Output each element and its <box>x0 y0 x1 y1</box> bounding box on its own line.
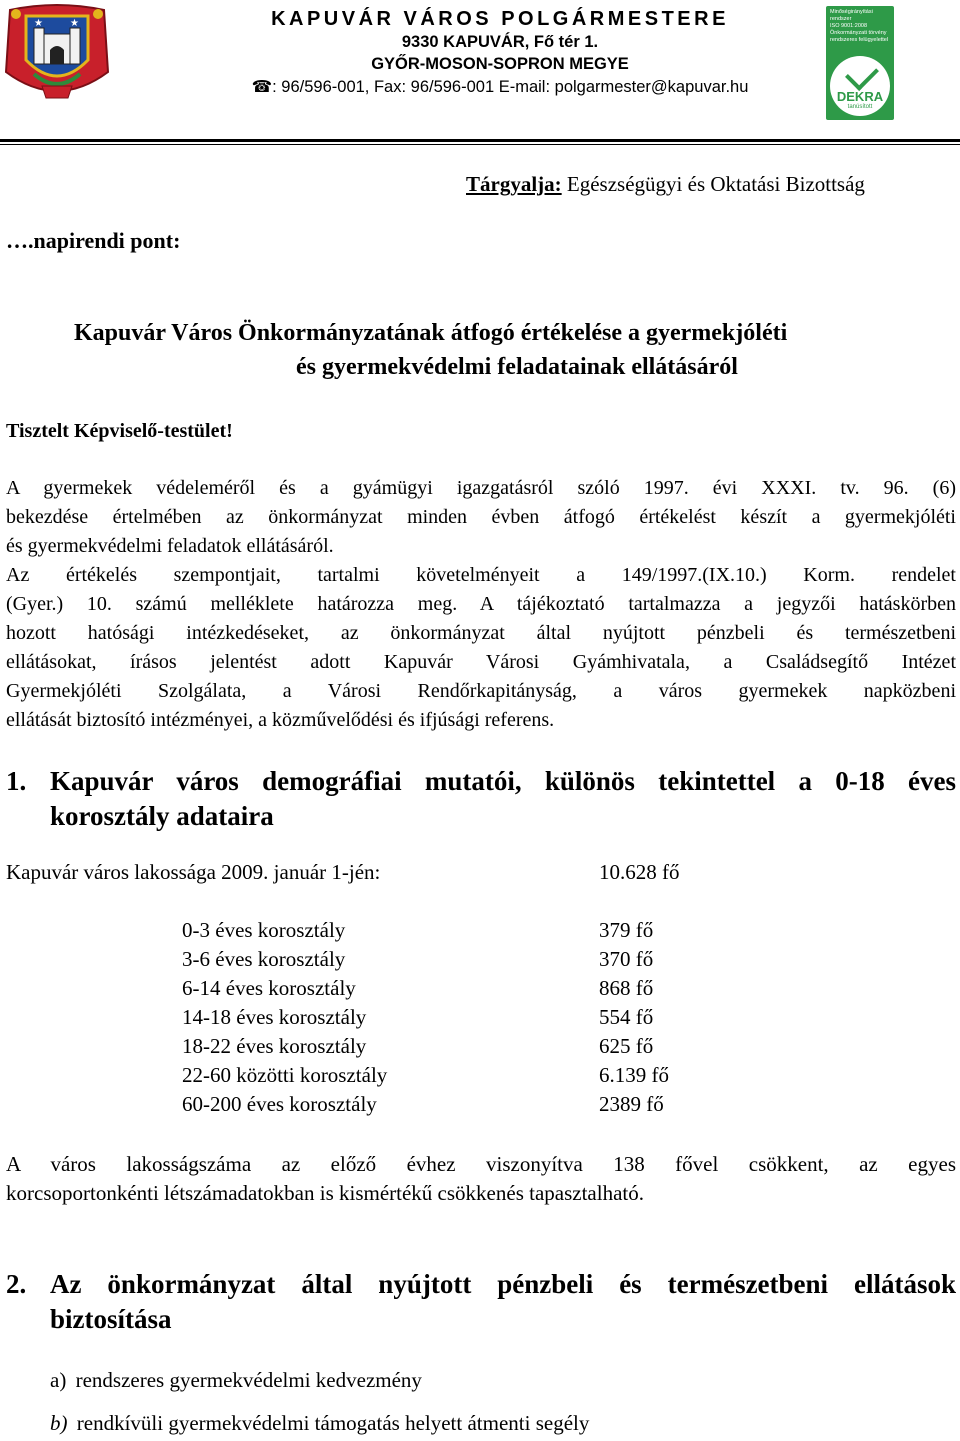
intro-line: hozott hatósági intézkedéseket, az önkormányzat által nyújtott pénzbeli és természetbeni <box>6 622 956 644</box>
header-contact <box>160 77 840 97</box>
age-group-value: 6.139 fő <box>599 1063 669 1087</box>
section-2-heading-line-1: Az önkormányzat által nyújtott pénzbeli és természetbeni ellátások <box>50 1269 956 1299</box>
section-1-heading-line-2: korosztály adataira <box>50 801 274 831</box>
section-2-item <box>50 1411 589 1436</box>
section-2-number: 2. <box>6 1269 27 1299</box>
intro-line: ellátásokat, írásos jelentést adott Kapuvár Városi Gyámhivatala, a Családsegítő Intézet <box>6 651 956 673</box>
age-group-label: 22-60 közötti korosztály <box>182 1063 388 1087</box>
document-title-line-2: és gyermekvédelmi feladatainak ellátásáról <box>296 354 738 380</box>
certification-badge <box>826 6 894 120</box>
item-text: rendszeres gyermekvédelmi kedvezmény <box>75 1368 422 1392</box>
header-contact-text: : 96/596-001, Fax: 96/596-001 E-mail: polgarmester@kapuvar.hu <box>272 78 749 96</box>
section-2-heading <box>50 1267 956 1337</box>
targyalja-line <box>466 172 865 197</box>
age-group-label: 14-18 éves korosztály <box>182 1005 367 1029</box>
document-title <box>0 316 960 384</box>
age-group-value: 625 fő <box>599 1034 654 1058</box>
cert-line-5: rendszeres felügyelettel <box>830 37 889 43</box>
header-divider-thin <box>0 144 960 145</box>
cert-line-2: rendszer <box>830 16 852 22</box>
age-group-label: 6-14 éves korosztály <box>182 976 356 1000</box>
intro-line: (Gyer.) 10. számú melléklete határozza meg. A tájékoztató tartalmazza a jegyzői hatáskörben <box>6 593 956 615</box>
decline-line: A város lakosságszáma az előző évhez viszonyítva 138 fővel csökkent, az egyes <box>6 1152 956 1176</box>
cert-line-3: ISO 9001:2008 <box>830 23 868 29</box>
age-group-value: 370 fő <box>599 947 654 971</box>
header-divider <box>0 139 960 142</box>
header-county: GYŐR-MOSON-SOPRON MEGYE <box>371 55 629 73</box>
salutation: Tisztelt Képviselő-testület! <box>6 420 233 442</box>
napirend-label: ….napirendi pont: <box>6 228 181 253</box>
age-group-label: 60-200 éves korosztály <box>182 1092 377 1116</box>
cert-brand: DEKRA <box>836 89 884 104</box>
item-marker: a) <box>50 1368 67 1392</box>
age-group-value: 2389 fő <box>599 1092 664 1116</box>
section-2-item <box>50 1368 422 1393</box>
decline-line: korcsoportonkénti létszámadatokban is kismértékű csökkenés tapasztalható. <box>6 1181 644 1205</box>
document-title-line-1: Kapuvár Város Önkormányzatának átfogó értékelése a gyermekjóléti <box>74 320 788 346</box>
decline-paragraph <box>6 1150 956 1208</box>
intro-paragraph <box>6 474 956 735</box>
targyalja-label: Tárgyalja: <box>466 172 562 196</box>
check-mark-icon <box>845 57 879 91</box>
svg-text:★: ★ <box>70 18 79 29</box>
intro-line: bekezdése értelmében az önkormányzat minden évben átfogó értékelést készít a gyermekjóléti <box>6 506 956 528</box>
cert-footer: tanúsított <box>847 104 873 110</box>
age-group-value: 379 fő <box>599 918 654 942</box>
age-group-value: 868 fő <box>599 976 654 1000</box>
header-title: KAPUVÁR VÁROS POLGÁRMESTERE <box>271 8 729 30</box>
age-group-label: 0-3 éves korosztály <box>182 918 346 942</box>
item-marker: b) <box>50 1411 68 1435</box>
city-crest <box>4 2 110 106</box>
intro-line: Az értékelés szempontjait, tartalmi követelményeit a 149/1997.(IX.10.) Korm. rendelet <box>6 564 956 586</box>
section-1-number: 1. <box>6 766 27 796</box>
intro-line: és gyermekvédelmi feladatok ellátásáról. <box>6 535 334 557</box>
intro-line: A gyermekek védeleméről és a gyámügyi igazgatásról szóló 1997. évi XXXI. tv. 96. (6) <box>6 477 956 499</box>
population-value: 10.628 fő <box>599 860 680 884</box>
age-group-label: 3-6 éves korosztály <box>182 947 346 971</box>
header-address: 9330 KAPUVÁR, Fő tér 1. <box>401 33 599 51</box>
svg-text:★: ★ <box>34 18 43 29</box>
population-label: Kapuvár város lakossága 2009. január 1-jén: <box>6 860 381 884</box>
age-group-label: 18-22 éves korosztály <box>182 1034 367 1058</box>
age-group-list <box>0 918 960 1128</box>
section-2-heading-line-2: biztosítása <box>50 1304 172 1334</box>
targyalja-value: Egészségügyi és Oktatási Bizottság <box>561 172 865 196</box>
cert-line-4: Önkormányzati törvény <box>830 30 887 36</box>
section-1-heading <box>50 764 956 834</box>
age-group-value: 554 fő <box>599 1005 654 1029</box>
item-text: rendkívüli gyermekvédelmi támogatás helyett átmenti segély <box>76 1411 590 1435</box>
intro-line: ellátását biztosító intézményei, a közművelődési és ifjúsági referens. <box>6 709 555 731</box>
intro-line: Gyermekjóléti Szolgálata, a Városi Rendőrkapitányság, a város gyermekek napközbeni <box>6 680 956 702</box>
phone-icon: ☎ <box>251 78 273 96</box>
cert-line-1: Minőségirányítási <box>830 9 873 15</box>
section-1-heading-line-1: Kapuvár város demográfiai mutatói, különös tekintettel a 0-18 éves <box>50 766 956 796</box>
